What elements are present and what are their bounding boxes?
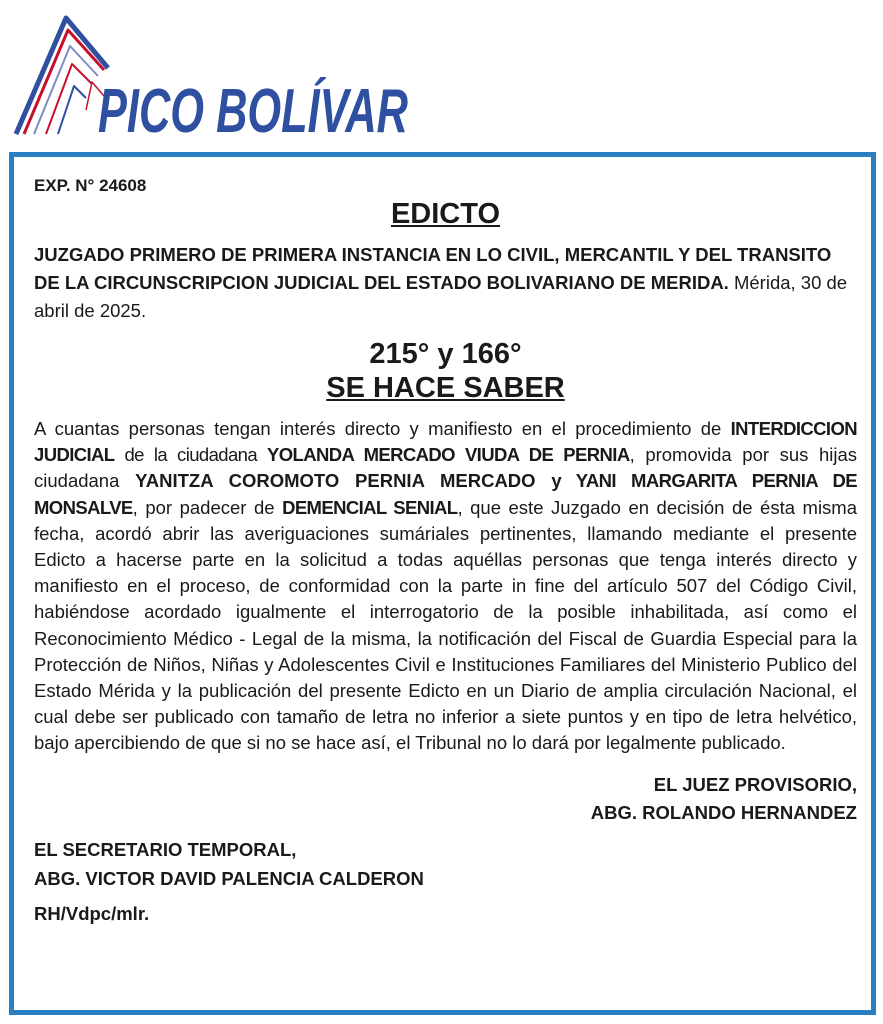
notice-title: EDICTO: [390, 198, 501, 230]
petitioner-2: y YANI MARGARITA PERNIA DE MONSALVE: [34, 470, 858, 518]
court-date: Mérida, 30 de abril de 2025.: [34, 272, 848, 321]
mountain-logo-icon: [16, 18, 108, 134]
court-name: JUZGADO PRIMERO DE PRIMERA INSTANCIA EN LO CIVIL, MERCANTIL Y DEL TRANSITO DE LA CIRCUNSCRIPCION JUDICIAL DEL ESTADO BOLIVARIANO DE MERIDA.: [34, 244, 832, 293]
body-text-5: , por padecer de: [132, 496, 283, 518]
secretary-title: EL SECRETARIO TEMPORAL,: [34, 838, 297, 860]
years-line: 215° y 166°: [369, 338, 522, 370]
secretary-signature: [34, 835, 857, 893]
court-header: [34, 241, 857, 325]
pico-bolivar-logo: [0, 0, 420, 145]
body-text-4: [536, 470, 552, 491]
procedure-name: INTERDICCION JUDICIAL: [34, 418, 857, 466]
body-text-6: , que este Juzgado en decisión de ésta misma fecha, acordó abrir las averiguaciones sumáriales pertinentes, llamando mediante el presente Edicto a hacerse parte en la solicitud a todas aquéllas personas que tenga interés directo y manifiesto en el proceso, de conformidad con la parte in fine del artículo 507 del Código Civil, habiéndose acordado igualmente el interrogatorio de la posible inhabilitada, así como el Reconocimiento Médico - Legal de la misma, la notificación del Fiscal de Guardia Especial para la Protección de Niños, Niñas y Adolescentes Civil e Instituciones Familiares del Ministerio Publico del Estado Mérida y la publicación del presente Edicto en un Diario de amplia circulación Nacional, el cual debe ser publicado con tamaño de letra no inferior a siete puntos y en tipo de letra helvético, bajo apercibiendo de que si no se hace así, el Tribunal no lo dará por legalmente publicado.: [34, 496, 858, 754]
body-text-2: de la ciudadana: [114, 444, 268, 466]
body-text-1: A cuantas personas tengan interés directo y manifiesto en el procedimiento de: [34, 418, 731, 439]
case-number: EXP. N° 24608: [34, 176, 147, 195]
judge-name: ABG. ROLANDO HERNANDEZ: [590, 801, 857, 823]
judge-title: EL JUEZ PROVISORIO,: [653, 773, 857, 795]
logo-wordmark: PICO BOLÍVAR: [98, 77, 409, 146]
reference-initials: RH/Vdpc/mlr.: [34, 902, 150, 924]
judge-signature: [34, 771, 857, 827]
notice-frame: [9, 152, 876, 1015]
notice-heading: SE HACE SABER: [326, 372, 565, 404]
body-text-3: , promovida por sus hijas ciudadana: [34, 444, 858, 492]
condition-name: DEMENCIAL SENIAL: [282, 496, 458, 518]
petitioner-1: YANITZA COROMOTO PERNIA MERCADO: [135, 470, 536, 492]
notice-body: [34, 416, 857, 757]
secretary-name: ABG. VICTOR DAVID PALENCIA CALDERON: [34, 867, 424, 889]
subject-name: YOLANDA MERCADO VIUDA DE PERNIA: [267, 444, 630, 466]
notice-content: [34, 175, 857, 925]
